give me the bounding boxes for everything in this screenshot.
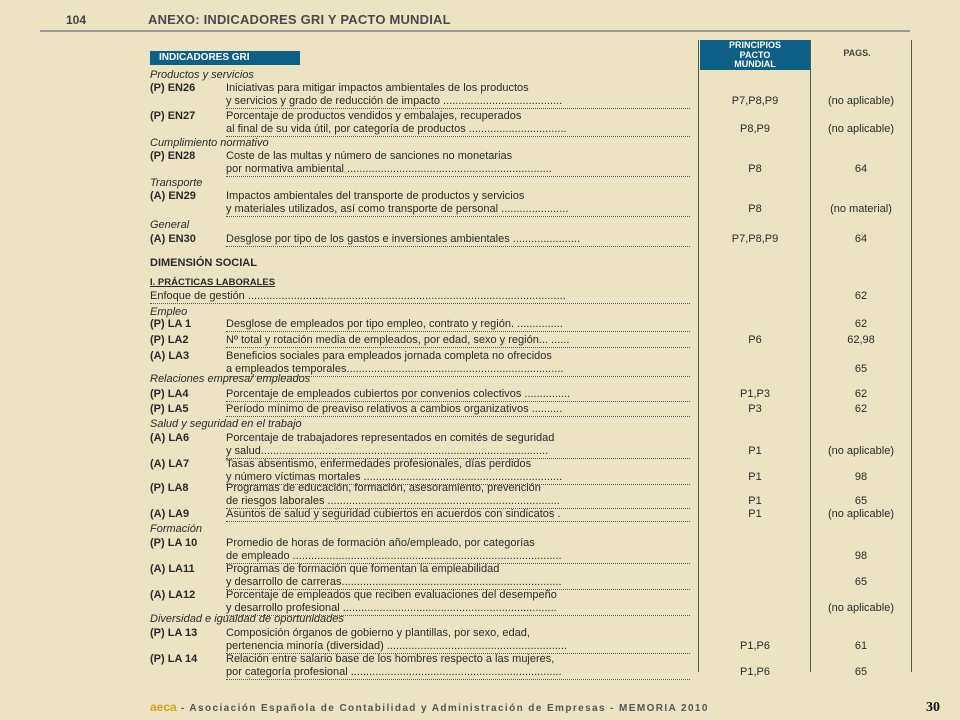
- pages-cell: 98: [854, 471, 868, 483]
- aeca-logo: aeca: [150, 700, 177, 714]
- pages-cell: 64: [854, 233, 868, 245]
- table-row: [150, 318, 912, 331]
- description-line: Desglose de empleados por tipo empleo, contrato y región. ...............: [226, 318, 690, 332]
- table-row: [150, 627, 912, 653]
- section-heading: Formación: [150, 523, 202, 535]
- description-line: Porcentaje de empleados cubiertos por convenios colectivos ...............: [226, 388, 690, 402]
- description-line: Porcentaje de productos vendidos y embalajes, recuperados: [226, 110, 522, 122]
- description-line: por categoría profesional .....................................................................: [226, 666, 690, 680]
- principios-cell: P8: [748, 203, 762, 215]
- indicator-description: [226, 508, 690, 522]
- indicator-code: (A) LA9: [150, 508, 190, 520]
- pages-cell: 98: [854, 550, 868, 562]
- principios-cell: P7,P8,P9: [731, 233, 779, 245]
- table-row: [150, 508, 912, 521]
- table-row: [150, 537, 912, 563]
- table-row: [150, 653, 912, 679]
- pages-cell: 65: [854, 666, 868, 678]
- principios-cell: P6: [748, 334, 762, 346]
- indicator-code: (A) LA11: [150, 563, 195, 575]
- indicator-code: (P) LA4: [150, 388, 189, 400]
- description-line: Porcentaje de trabajadores representados en comités de seguridad: [226, 432, 555, 444]
- section-subheading: I. PRÁCTICAS LABORALES: [150, 277, 276, 288]
- table-row: [150, 388, 912, 401]
- indicator-code: (P) LA5: [150, 403, 189, 415]
- description-line: Enfoque de gestión ........................................................................................................: [150, 290, 690, 304]
- description-line: Período mínimo de preaviso relativos a cambios organizativos ..........: [226, 403, 690, 417]
- description-line: Nº total y rotación media de empleados, por edad, sexo y región... ......: [226, 334, 690, 348]
- indicator-code: (P) EN28: [150, 150, 196, 162]
- section-heading: Productos y servicios: [150, 69, 254, 81]
- description-line: Beneficios sociales para empleados jornada completa no ofrecidos: [226, 350, 552, 362]
- pages-cell: (no aplicable): [827, 508, 895, 520]
- indicator-code: (A) LA6: [150, 432, 190, 444]
- principios-cell: P8,P9: [740, 123, 770, 135]
- pages-cell: 65: [854, 363, 868, 375]
- pages-cell: 62: [854, 290, 868, 302]
- section-heading: Transporte: [150, 177, 203, 189]
- pages-cell: 62: [854, 403, 868, 415]
- description-line: y desarrollo de carreras........................................................................: [226, 576, 690, 590]
- indicator-code: (P) EN27: [150, 110, 196, 122]
- principios-cell: P1,P6: [740, 640, 770, 652]
- principios-cell: P7,P8,P9: [731, 95, 779, 107]
- description-line: y servicios y grado de reducción de impacto .......................................: [226, 95, 690, 109]
- principios-cell: P1: [748, 508, 762, 520]
- indicator-description: [226, 388, 690, 402]
- description-line: de empleado ........................................................................................: [226, 550, 690, 564]
- pags-column-header: PAGS.: [843, 48, 871, 58]
- indicator-code: (P) LA 10: [150, 537, 198, 549]
- table-row: [150, 458, 912, 484]
- description-line: Programas de educación, formación, asesoramiento, prevención: [226, 482, 541, 494]
- section-heading: General: [150, 219, 190, 231]
- indicator-code: (P) LA 1: [150, 318, 192, 330]
- table-row: [150, 233, 912, 246]
- indicator-description: [226, 403, 690, 417]
- section-heading: Relaciones empresa/ empleados: [150, 373, 311, 385]
- table-row: [150, 150, 912, 176]
- table-row: [150, 403, 912, 416]
- description-line: y número víctimas mortales .................................................................: [226, 471, 690, 485]
- indicator-code: (A) LA12: [150, 589, 196, 601]
- indicator-code: (P) LA8: [150, 482, 189, 494]
- section-heading-main: DIMENSIÓN SOCIAL: [150, 257, 257, 269]
- indicator-description: [226, 110, 690, 137]
- description-line: y salud..............................................................................................: [226, 445, 690, 459]
- principios-cell: P1,P6: [740, 666, 770, 678]
- footer: [150, 700, 920, 714]
- indicator-description: [226, 432, 690, 459]
- table-row: [150, 334, 912, 347]
- indicator-description: [226, 653, 690, 680]
- table-row: [150, 190, 912, 216]
- indicator-code: (P) LA 13: [150, 627, 198, 639]
- indicator-description: [226, 350, 690, 377]
- indicator-description: [226, 334, 690, 348]
- pages-cell: (no aplicable): [827, 602, 895, 614]
- indicator-code: (A) LA3: [150, 350, 190, 362]
- indicator-code: (P) LA2: [150, 334, 189, 346]
- pages-cell: 62: [854, 388, 868, 400]
- indicator-code: (P) EN26: [150, 82, 196, 94]
- description-line: al final de su vida útil, por categoría de productos ................................: [226, 123, 690, 137]
- gri-column-header: INDICADORES GRI: [150, 51, 300, 65]
- indicator-code: (P) LA 14: [150, 653, 198, 665]
- slide-number: 30: [926, 700, 940, 715]
- table-row: [150, 350, 912, 376]
- indicator-description: [226, 150, 690, 177]
- table-row: [150, 563, 912, 589]
- page-title: ANEXO: INDICADORES GRI Y PACTO MUNDIAL: [148, 12, 451, 27]
- pages-cell: (no aplicable): [827, 123, 895, 135]
- indicator-description: [226, 563, 690, 590]
- section-heading: Cumplimiento normativo: [150, 137, 269, 149]
- pages-cell: (no aplicable): [827, 445, 895, 457]
- table-row: [150, 589, 912, 615]
- description-line: y desarrollo profesional ......................................................................: [226, 602, 690, 616]
- section-heading: Empleo: [150, 306, 188, 318]
- description-line: Composición órganos de gobierno y plantillas, por sexo, edad,: [226, 627, 530, 639]
- indicator-code: (A) LA7: [150, 458, 190, 470]
- principios-header-line: PACTO: [739, 49, 771, 60]
- description-line: Desglose por tipo de los gastos e inversiones ambientales ......................: [226, 233, 690, 247]
- table-row: [150, 432, 912, 458]
- indicator-description: [226, 233, 690, 247]
- pages-cell: 64: [854, 163, 868, 175]
- principios-cell: P1: [748, 445, 762, 457]
- indicator-description: [226, 589, 690, 616]
- indicator-description: [226, 82, 690, 109]
- table-row: [150, 482, 912, 508]
- indicator-code: (A) EN29: [150, 190, 196, 202]
- pages-cell: 61: [854, 640, 868, 652]
- pages-cell: (no aplicable): [827, 95, 895, 107]
- description-line: a empleados temporales.......................................................................: [226, 363, 690, 377]
- description-line: Iniciativas para mitigar impactos ambientales de los productos: [226, 82, 529, 94]
- description-line: Promedio de horas de formación año/empleado, por categorías: [226, 537, 535, 549]
- description-line: Porcentaje de empleados que reciben evaluaciones del desempeño: [226, 589, 557, 601]
- description-line: Impactos ambientales del transporte de productos y servicios: [226, 190, 525, 202]
- principios-header-line: MUNDIAL: [734, 59, 776, 69]
- pages-cell: 62,98: [847, 334, 875, 346]
- principios-cell: P1: [748, 471, 762, 483]
- indicator-description: [226, 627, 690, 654]
- indicator-description: [226, 318, 690, 332]
- indicator-description: [226, 458, 690, 485]
- description-line: Asuntos de salud y seguridad cubiertos en acuerdos con sindicatos .: [226, 508, 690, 522]
- principios-cell: P8: [748, 163, 762, 175]
- indicator-description: [150, 290, 690, 304]
- principios-header-line: PRINCIPIOS: [728, 40, 781, 50]
- table-row: [150, 290, 912, 303]
- page-number: 104: [66, 13, 87, 27]
- footer-text: - Asociación Española de Contabilidad y Administración de Empresas - MEMORIA 2010: [180, 703, 709, 714]
- indicator-description: [226, 537, 690, 564]
- indicator-code: (A) EN30: [150, 233, 196, 245]
- principios-cell: P1,P3: [740, 388, 770, 400]
- principios-cell: P3: [748, 403, 762, 415]
- indicator-description: [226, 482, 690, 509]
- description-line: de riesgos laborales ............................................................................: [226, 495, 690, 509]
- principios-cell: P1: [748, 495, 762, 507]
- description-line: Relación entre salario base de los hombres respecto a las mujeres,: [226, 653, 555, 665]
- section-heading: Diversidad e igualdad de oportunidades: [150, 613, 344, 625]
- pages-cell: 62: [854, 318, 868, 330]
- description-line: por normativa ambiental ...................................................................: [226, 163, 690, 177]
- indicator-description: [226, 190, 690, 217]
- description-line: y materiales utilizados, así como transporte de personal ......................: [226, 203, 690, 217]
- description-line: pertenencia minoría (diversidad) ...........................................................: [226, 640, 690, 654]
- pages-cell: (no material): [830, 203, 892, 215]
- table-row: [150, 110, 912, 136]
- description-line: Coste de las multas y número de sanciones no monetarias: [226, 150, 513, 162]
- table-row: [150, 82, 912, 108]
- section-heading: Salud y seguridad en el trabajo: [150, 418, 302, 430]
- pages-cell: 65: [854, 576, 868, 588]
- description-line: Tasas absentismo, enfermedades profesionales, días perdidos: [226, 458, 532, 470]
- description-line: Programas de formación que fomentan la empleabilidad: [226, 563, 500, 575]
- pages-cell: 65: [854, 495, 868, 507]
